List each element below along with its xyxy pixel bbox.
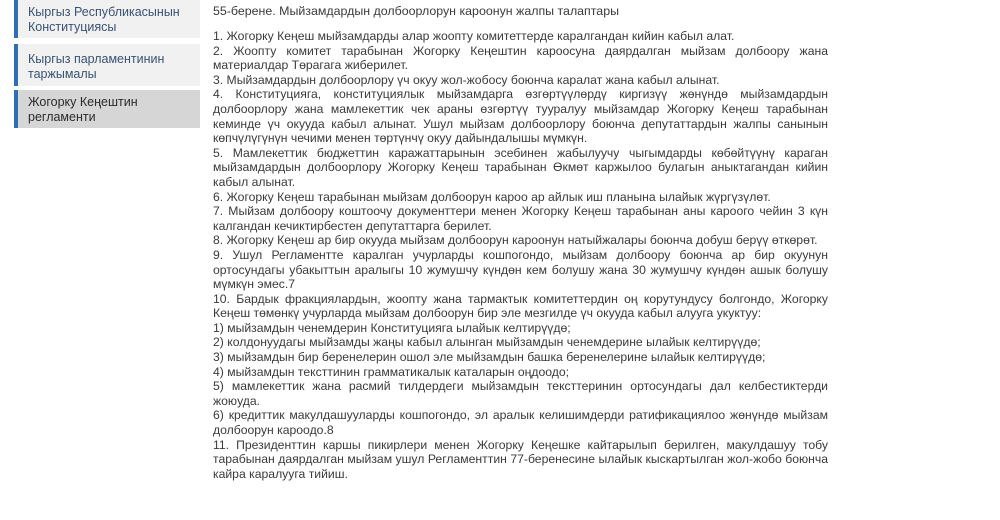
- sidebar-item-parliament-history[interactable]: Кыргыз парламентинин таржымалы: [14, 44, 200, 86]
- paragraph: 9. Ушул Регламентте каралган учурларды кошпогондо, мыйзам долбоору боюнча ар бир окуунун ортосундагы убакыттын аралыгы 10 жумушчу күндөн кем болушу жана 30 жумушчу күндөн ашык болушу мүмкүн эмес.7: [213, 247, 828, 292]
- list-item: 2) колдонуудагы мыйзамды жаңы кабыл алынган мыйзамдын ченемдерине ылайык келтирүүдө;: [213, 335, 761, 350]
- sidebar-item-constitution[interactable]: Кыргыз Республикасынын Конституциясы: [14, 0, 200, 38]
- paragraph: 1. Жогорку Кеңеш мыйзамдарды алар жоопту комитеттерде каралгандан кийин кабыл алат.: [213, 29, 735, 43]
- list-item: 4) мыйзамдын тексттинин грамматикалык каталарын оңдоодо;: [213, 364, 570, 379]
- list-item: 5) мамлекеттик жана расмий тилдердеги мыйзамдын тексттеринин ортосундагы дал келбестиктерди жоюуда.: [213, 379, 828, 408]
- paragraph: 8. Жогорку Кеңеш ар бир окууда мыйзам долбоорун кароонун натыйжалары боюнча добуш берүү өткөрөт.: [213, 233, 818, 248]
- list-item: 3) мыйзамдын бир беренелерин ошол эле мыйзамдын башка беренелерине ылайык келтирүүдө;: [213, 350, 766, 365]
- list-item: 6) кредиттик макулдашууларды кошпогондо, эл аралык келишимдерди ратификациялоо жөнүндө мыйзам долбоорун кароодо.8: [213, 408, 828, 438]
- article-content: [213, 3, 828, 481]
- sidebar-item-regulations[interactable]: Жогорку Кеңештин регламенти: [14, 90, 200, 128]
- paragraph: 10. Бардык фракциялардын, жоопту жана тармактык комитеттердин оң корутундусу болгондо, Жогорку Кеңеш төмөнкү учурларда мыйзам долбоорун бир эле мезгилде үч окууда кабыл алууга укуктуу:: [213, 291, 828, 321]
- paragraph: 3. Мыйзамдардын долбоорлору үч окуу жол-жобосу боюнча каралат жана кабыл алынат.: [213, 72, 720, 87]
- article-title: 55-берене. Мыйзамдардын долбоорлорун кароонун жалпы талаптары: [213, 4, 619, 18]
- paragraph: 4. Конституцияга, конституциялык мыйзамдарга өзгөртүүлөрдү киргизүү жөнүндө мыйзамдардын долбоорлору жана мамлекеттик чек араны өзгөртүү тууралуу мыйзамдар Жогорку Кеңеш тарабынан кеминде үч окууда кабыл алынат. Ушул мыйзам долбоорлору боюнча депутаттардын жалпы санынын көпчүлүгүнүн чечими менен төртүнчү окуу дайындалышы мүмкүн.: [213, 87, 828, 146]
- paragraph: 5. Мамлекеттик бюджеттин каражаттарынын эсебинен жабылуучу чыгымдарды көбөйтүүнү караган мыйзамдардын долбоорлору Жогорку Кеңеш тарабынан Өкмөт каржылоо булагын аныктагандан кийин кабыл алынат.: [213, 145, 828, 189]
- paragraph: 7. Мыйзам долбоору коштоочу документтери менен Жогорку Кеңеш тарабынан аны кароого чейин 3 күн калгандан кечиктирбестен депутаттарга берилет.: [213, 204, 828, 233]
- list-item: 1) мыйзамдын ченемдерин Конституцияга ылайык келтирүүдө;: [213, 320, 571, 335]
- sidebar-nav: [14, 0, 200, 132]
- paragraph: 11. Президенттин каршы пикирлери менен Жогорку Кеңешке кайтарылып берилген, макулдашуу тобу тарабынан даярдалган мыйзам ушул Регламенттин 77-беренесине ылайык кыскартылган жол-жобо боюнча кайра каралууга тийиш.: [213, 437, 828, 481]
- paragraph: 2. Жоопту комитет тарабынан Жогорку Кеңештин кароосуна даярдалган мыйзам долбоору жана материалдар Төрагага жиберилет.: [213, 43, 828, 73]
- paragraph: 6. Жогорку Кеңеш тарабынан мыйзам долбоорун кароо ар айлык иш планына ылайык жүргүзүлөт.: [213, 189, 771, 204]
